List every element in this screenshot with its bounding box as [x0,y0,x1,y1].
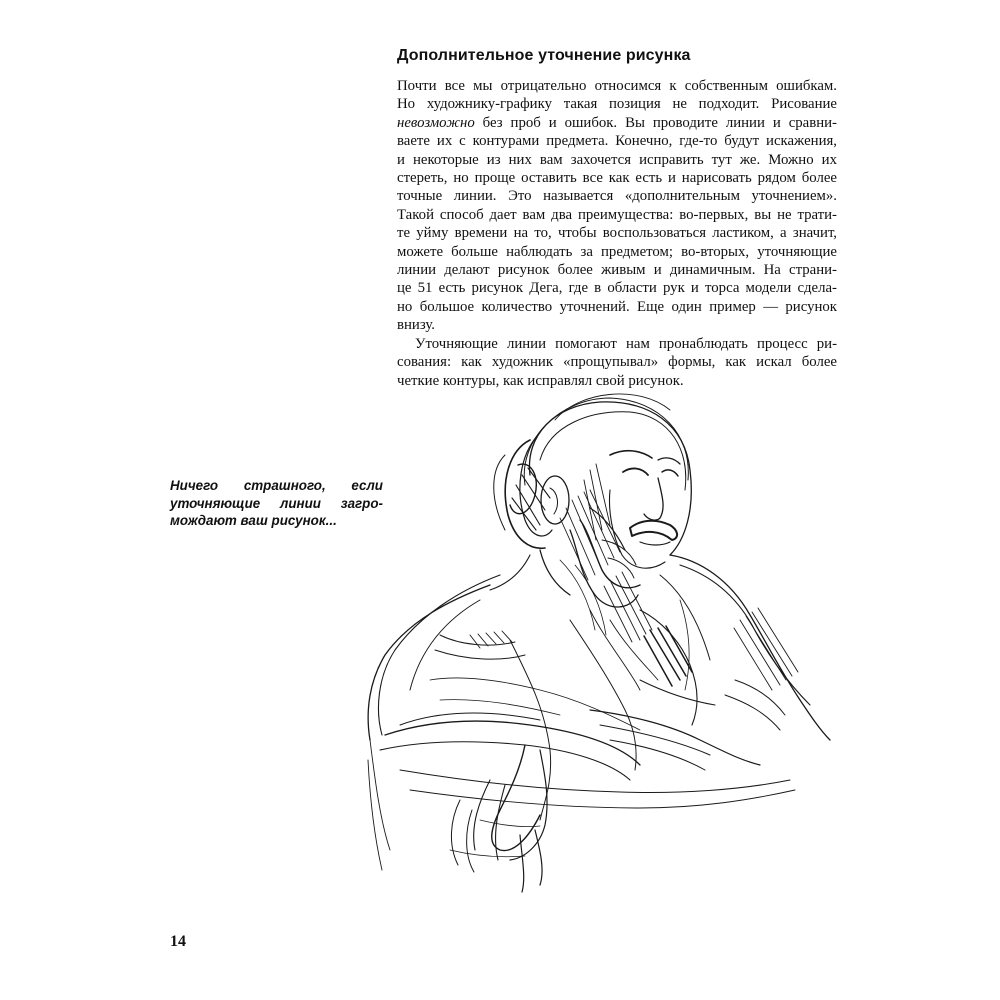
paragraph-1-line-3-rest: без проб и ошибок. Вы проводите линии и сравни- [474,114,837,131]
paragraph-1-line-8: Такой способ дает вам два преимущества: во-первых, вы не трати- [397,206,837,223]
paragraph-1-line-10: можете больше наблюдать за предметом; во-вторых, уточняющие [397,243,837,260]
paragraph-1-line-13: но большое количество уточнений. Еще один пример — рисунок [397,298,837,315]
paragraph-1-line-2: Но художнику-графику такая позиция не подходит. Рисование [397,96,837,113]
paragraph-2-line-2: сования: как художник «прощупывал» формы, как искал более [397,354,837,371]
emphasis-word: невозможно [397,114,475,131]
page-number: 14 [170,933,186,950]
paragraph-1-line-6: стереть, но проще оставить все как есть и нарисовать рядом более [397,170,837,187]
paragraph-1-line-14: внизу. [397,317,435,334]
paragraph-1-line-9: те уйму времени на то, чтобы воспользоваться ластиком, а значит, [397,225,837,242]
paragraph-1-line-4: ваете их с контурами предмета. Конечно, где-то будут искажения, [397,133,837,150]
paragraph-1-line-12: це 51 есть рисунок Дега, где в области рук и торса модели сдела- [397,280,837,297]
paragraph-1-line-7: точные линии. Это называется «дополнительным уточнением». [397,188,837,205]
caption-line-3: мождают ваш рисунок... [170,513,337,528]
paragraph-2-line-1: Уточняющие линии помогают нам пронаблюдать процесс ри- [415,335,837,352]
paragraph-2-line-3: четкие контуры, как исправлял свой рисунок. [397,372,684,389]
body-text [397,77,837,390]
paragraph-1-line-1: Почти все мы отрицательно относимся к собственным ошибкам. [397,78,837,94]
paragraph-1-line-5: и некоторые из них вам захочется исправить тут же. Можно их [397,151,837,168]
figure-sketch-icon [340,380,840,900]
paragraph-1-line-3 [397,114,837,132]
page-title: Дополнительное уточнение рисунка [397,47,691,64]
paragraph-1-line-11: линии делают рисунок более живым и динамичным. На страни- [397,262,837,279]
caption-line-1: Ничего страшного, если [170,478,383,493]
caption-line-2: уточняющие линии загро- [170,495,383,511]
